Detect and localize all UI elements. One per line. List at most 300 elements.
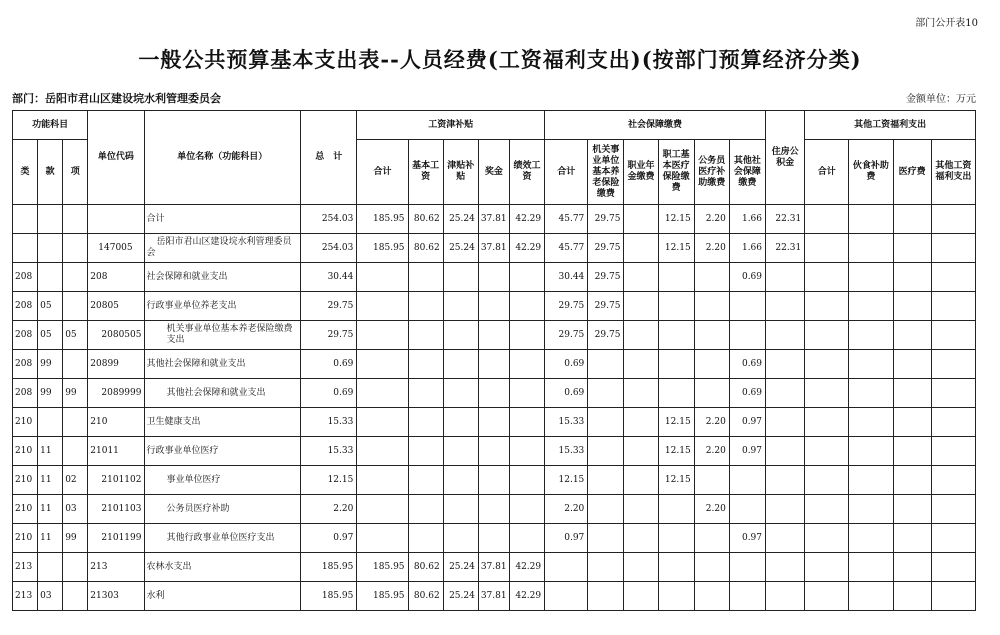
lei-cell: 208 — [13, 350, 38, 379]
other-medical-cell — [893, 495, 931, 524]
other-total-cell — [805, 582, 849, 611]
header-lei: 类 — [13, 140, 38, 205]
other-medical-cell — [893, 408, 931, 437]
header-wage-total: 合计 — [357, 140, 408, 205]
social-pension-cell: 29.75 — [588, 321, 624, 350]
other-food-cell — [849, 553, 893, 582]
wage-allowance-cell: 25.24 — [443, 205, 478, 234]
social-pension-cell: 29.75 — [588, 263, 624, 292]
total-cell: 185.95 — [301, 582, 357, 611]
social-total-cell: 0.69 — [545, 350, 588, 379]
social-medical-cell: 12.15 — [658, 205, 694, 234]
table-row — [13, 321, 976, 350]
other-welfare-cell — [931, 582, 975, 611]
housing-cell — [766, 524, 805, 553]
table-row — [13, 350, 976, 379]
total-cell: 254.03 — [301, 205, 357, 234]
housing-cell: 22.31 — [766, 205, 805, 234]
total-cell: 254.03 — [301, 234, 357, 263]
unit-code-cell: 20805 — [88, 292, 144, 321]
wage-bonus-cell: 37.81 — [478, 205, 509, 234]
social-pension-cell — [588, 466, 624, 495]
unit-name-cell: 岳阳市君山区建设垸水利管理委员会 — [144, 234, 301, 263]
table-row — [13, 292, 976, 321]
social-total-cell: 29.75 — [545, 321, 588, 350]
kuan-cell — [38, 205, 63, 234]
lei-cell: 213 — [13, 553, 38, 582]
kuan-cell: 03 — [38, 582, 63, 611]
other-food-cell — [849, 437, 893, 466]
table-row — [13, 437, 976, 466]
social-total-cell — [545, 553, 588, 582]
unit-code-cell — [88, 205, 144, 234]
social-medical-cell: 12.15 — [658, 234, 694, 263]
social-medical-cell — [658, 582, 694, 611]
social-total-cell: 30.44 — [545, 263, 588, 292]
total-cell: 15.33 — [301, 408, 357, 437]
social-other-cell — [729, 466, 765, 495]
wage-performance-cell — [509, 350, 544, 379]
social-medical-cell — [658, 524, 694, 553]
header-func-subject: 功能科目 — [13, 111, 88, 140]
wage-bonus-cell: 37.81 — [478, 553, 509, 582]
wage-total-cell — [357, 524, 408, 553]
header-xiang: 项 — [63, 140, 88, 205]
unit-code-cell: 2089999 — [88, 379, 144, 408]
social-medical-cell: 12.15 — [658, 408, 694, 437]
social-pension-cell — [588, 350, 624, 379]
lei-cell: 210 — [13, 495, 38, 524]
housing-cell — [766, 437, 805, 466]
social-civil-medical-cell — [694, 321, 729, 350]
total-cell: 15.33 — [301, 437, 357, 466]
social-total-cell: 2.20 — [545, 495, 588, 524]
social-other-cell: 1.66 — [729, 205, 765, 234]
wage-basic-cell: 80.62 — [408, 205, 443, 234]
wage-basic-cell — [408, 263, 443, 292]
wage-total-cell — [357, 321, 408, 350]
other-food-cell — [849, 263, 893, 292]
other-welfare-cell — [931, 263, 975, 292]
table-row — [13, 263, 976, 292]
header-housing: 住房公积金 — [766, 111, 805, 205]
total-cell: 0.69 — [301, 350, 357, 379]
unit-name-cell: 事业单位医疗 — [144, 466, 301, 495]
wage-performance-cell: 42.29 — [509, 553, 544, 582]
wage-basic-cell — [408, 350, 443, 379]
department-label: 部门：岳阳市君山区建设垸水利管理委员会 — [12, 92, 221, 105]
other-total-cell — [805, 466, 849, 495]
social-annuity-cell — [624, 466, 658, 495]
xiang-cell: 99 — [63, 379, 88, 408]
total-cell: 0.97 — [301, 524, 357, 553]
social-pension-cell — [588, 495, 624, 524]
header-social-medical: 职工基本医疗保险缴费 — [658, 140, 694, 205]
housing-cell — [766, 350, 805, 379]
wage-total-cell — [357, 379, 408, 408]
social-pension-cell — [588, 408, 624, 437]
wage-allowance-cell — [443, 437, 478, 466]
wage-performance-cell — [509, 321, 544, 350]
wage-allowance-cell — [443, 263, 478, 292]
wage-performance-cell — [509, 263, 544, 292]
social-medical-cell — [658, 292, 694, 321]
housing-cell — [766, 495, 805, 524]
other-total-cell — [805, 379, 849, 408]
kuan-cell: 05 — [38, 292, 63, 321]
social-total-cell: 15.33 — [545, 437, 588, 466]
kuan-cell — [38, 263, 63, 292]
wage-total-cell — [357, 292, 408, 321]
wage-basic-cell: 80.62 — [408, 582, 443, 611]
xiang-cell: 99 — [63, 524, 88, 553]
wage-allowance-cell — [443, 466, 478, 495]
wage-basic-cell — [408, 379, 443, 408]
wage-performance-cell: 42.29 — [509, 234, 544, 263]
other-welfare-cell — [931, 350, 975, 379]
social-other-cell — [729, 553, 765, 582]
housing-cell — [766, 582, 805, 611]
wage-allowance-cell — [443, 408, 478, 437]
table-row — [13, 524, 976, 553]
table-body — [13, 205, 976, 611]
other-welfare-cell — [931, 292, 975, 321]
social-pension-cell — [588, 524, 624, 553]
table-row — [13, 408, 976, 437]
social-total-cell: 29.75 — [545, 292, 588, 321]
social-medical-cell — [658, 321, 694, 350]
unit-name-cell: 社会保障和就业支出 — [144, 263, 301, 292]
wage-performance-cell — [509, 379, 544, 408]
wage-total-cell: 185.95 — [357, 234, 408, 263]
wage-allowance-cell: 25.24 — [443, 553, 478, 582]
other-welfare-cell — [931, 437, 975, 466]
social-other-cell — [729, 582, 765, 611]
unit-code-cell: 147005 — [88, 234, 144, 263]
header-wage-bonus: 奖金 — [478, 140, 509, 205]
budget-table — [12, 110, 976, 611]
unit-code-cell: 2080505 — [88, 321, 144, 350]
unit-code-cell: 2101199 — [88, 524, 144, 553]
social-total-cell: 12.15 — [545, 466, 588, 495]
wage-bonus-cell — [478, 263, 509, 292]
wage-bonus-cell — [478, 524, 509, 553]
social-pension-cell: 29.75 — [588, 292, 624, 321]
other-food-cell — [849, 205, 893, 234]
wage-basic-cell — [408, 524, 443, 553]
social-total-cell — [545, 582, 588, 611]
wage-basic-cell — [408, 466, 443, 495]
form-number: 部门公开表10 — [915, 18, 978, 29]
social-civil-medical-cell — [694, 263, 729, 292]
unit-name-cell: 卫生健康支出 — [144, 408, 301, 437]
unit-name-cell: 其他行政事业单位医疗支出 — [144, 524, 301, 553]
kuan-cell: 11 — [38, 524, 63, 553]
other-medical-cell — [893, 582, 931, 611]
lei-cell: 208 — [13, 321, 38, 350]
total-cell: 185.95 — [301, 553, 357, 582]
other-total-cell — [805, 205, 849, 234]
wage-performance-cell — [509, 495, 544, 524]
other-medical-cell — [893, 321, 931, 350]
header-social-total: 合计 — [545, 140, 588, 205]
wage-allowance-cell: 25.24 — [443, 234, 478, 263]
table-row — [13, 495, 976, 524]
other-food-cell — [849, 234, 893, 263]
unit-code-cell: 21303 — [88, 582, 144, 611]
wage-total-cell: 185.95 — [357, 553, 408, 582]
social-civil-medical-cell: 2.20 — [694, 495, 729, 524]
other-total-cell — [805, 437, 849, 466]
social-medical-cell — [658, 553, 694, 582]
wage-performance-cell — [509, 437, 544, 466]
social-other-cell — [729, 292, 765, 321]
header-other-welfare: 其他工资福利支出 — [931, 140, 975, 205]
header-other-medical: 医疗费 — [893, 140, 931, 205]
lei-cell: 208 — [13, 263, 38, 292]
header-unit-name: 单位名称（功能科目） — [144, 111, 301, 205]
wage-total-cell: 185.95 — [357, 205, 408, 234]
other-medical-cell — [893, 350, 931, 379]
housing-cell — [766, 263, 805, 292]
wage-performance-cell — [509, 466, 544, 495]
page-title: 一般公共预算基本支出表--人员经费(工资福利支出)(按部门预算经济分类) — [138, 47, 862, 72]
table-row — [13, 379, 976, 408]
other-welfare-cell — [931, 234, 975, 263]
social-other-cell: 0.69 — [729, 263, 765, 292]
housing-cell — [766, 379, 805, 408]
kuan-cell — [38, 553, 63, 582]
housing-cell — [766, 408, 805, 437]
wage-basic-cell — [408, 292, 443, 321]
total-cell: 29.75 — [301, 292, 357, 321]
wage-bonus-cell — [478, 379, 509, 408]
social-total-cell: 0.97 — [545, 524, 588, 553]
unit-name-cell: 公务员医疗补助 — [144, 495, 301, 524]
other-total-cell — [805, 263, 849, 292]
xiang-cell — [63, 205, 88, 234]
header-wage-group: 工资津补贴 — [357, 111, 545, 140]
social-annuity-cell — [624, 553, 658, 582]
social-annuity-cell — [624, 524, 658, 553]
social-annuity-cell — [624, 437, 658, 466]
lei-cell: 210 — [13, 408, 38, 437]
wage-total-cell — [357, 408, 408, 437]
social-civil-medical-cell — [694, 292, 729, 321]
social-annuity-cell — [624, 205, 658, 234]
wage-total-cell — [357, 437, 408, 466]
wage-basic-cell: 80.62 — [408, 234, 443, 263]
wage-bonus-cell: 37.81 — [478, 234, 509, 263]
other-total-cell — [805, 292, 849, 321]
kuan-cell: 11 — [38, 495, 63, 524]
header-wage-allowance: 津贴补贴 — [443, 140, 478, 205]
social-pension-cell: 29.75 — [588, 205, 624, 234]
table-row — [13, 582, 976, 611]
kuan-cell — [38, 408, 63, 437]
other-medical-cell — [893, 379, 931, 408]
social-civil-medical-cell — [694, 582, 729, 611]
wage-total-cell — [357, 263, 408, 292]
wage-performance-cell — [509, 524, 544, 553]
housing-cell: 22.31 — [766, 234, 805, 263]
unit-code-cell: 2101102 — [88, 466, 144, 495]
header-other-group: 其他工资福利支出 — [805, 111, 976, 140]
social-annuity-cell — [624, 321, 658, 350]
unit-name-cell: 其他社会保障和就业支出 — [144, 379, 301, 408]
wage-bonus-cell — [478, 350, 509, 379]
header-kuan: 款 — [38, 140, 63, 205]
lei-cell: 210 — [13, 524, 38, 553]
other-medical-cell — [893, 553, 931, 582]
housing-cell — [766, 292, 805, 321]
other-food-cell — [849, 292, 893, 321]
unit-label: 金额单位：万元 — [906, 94, 976, 105]
housing-cell — [766, 466, 805, 495]
social-total-cell: 0.69 — [545, 379, 588, 408]
header-other-food: 伙食补助费 — [849, 140, 893, 205]
social-annuity-cell — [624, 350, 658, 379]
social-other-cell — [729, 495, 765, 524]
social-pension-cell — [588, 582, 624, 611]
social-other-cell: 0.69 — [729, 379, 765, 408]
header-social-civil-medical: 公务员医疗补助缴费 — [694, 140, 729, 205]
wage-basic-cell — [408, 408, 443, 437]
social-annuity-cell — [624, 263, 658, 292]
social-other-cell: 1.66 — [729, 234, 765, 263]
social-annuity-cell — [624, 234, 658, 263]
other-medical-cell — [893, 205, 931, 234]
other-food-cell — [849, 350, 893, 379]
social-medical-cell: 12.15 — [658, 437, 694, 466]
other-food-cell — [849, 582, 893, 611]
social-other-cell: 0.97 — [729, 408, 765, 437]
social-civil-medical-cell — [694, 466, 729, 495]
wage-allowance-cell — [443, 350, 478, 379]
xiang-cell — [63, 292, 88, 321]
unit-name-cell: 行政事业单位养老支出 — [144, 292, 301, 321]
social-medical-cell — [658, 263, 694, 292]
table-row — [13, 466, 976, 495]
wage-performance-cell — [509, 292, 544, 321]
table-row — [13, 205, 976, 234]
header-social-group: 社会保障缴费 — [545, 111, 766, 140]
unit-name-cell: 合计 — [144, 205, 301, 234]
total-cell: 12.15 — [301, 466, 357, 495]
social-pension-cell — [588, 553, 624, 582]
other-total-cell — [805, 495, 849, 524]
other-food-cell — [849, 524, 893, 553]
wage-performance-cell — [509, 408, 544, 437]
wage-allowance-cell: 25.24 — [443, 582, 478, 611]
wage-basic-cell — [408, 495, 443, 524]
wage-total-cell: 185.95 — [357, 582, 408, 611]
social-other-cell: 0.97 — [729, 524, 765, 553]
social-annuity-cell — [624, 379, 658, 408]
unit-name-cell: 机关事业单位基本养老保险缴费支出 — [144, 321, 301, 350]
social-pension-cell — [588, 437, 624, 466]
other-food-cell — [849, 321, 893, 350]
wage-performance-cell: 42.29 — [509, 205, 544, 234]
other-medical-cell — [893, 292, 931, 321]
wage-basic-cell — [408, 321, 443, 350]
xiang-cell: 02 — [63, 466, 88, 495]
xiang-cell — [63, 350, 88, 379]
social-civil-medical-cell — [694, 524, 729, 553]
wage-total-cell — [357, 350, 408, 379]
wage-bonus-cell — [478, 408, 509, 437]
social-annuity-cell — [624, 408, 658, 437]
other-welfare-cell — [931, 408, 975, 437]
header-total: 总 计 — [301, 111, 357, 205]
other-medical-cell — [893, 466, 931, 495]
unit-code-cell: 208 — [88, 263, 144, 292]
other-welfare-cell — [931, 205, 975, 234]
other-total-cell — [805, 234, 849, 263]
wage-basic-cell — [408, 437, 443, 466]
wage-basic-cell: 80.62 — [408, 553, 443, 582]
social-civil-medical-cell — [694, 350, 729, 379]
wage-performance-cell: 42.29 — [509, 582, 544, 611]
other-total-cell — [805, 524, 849, 553]
xiang-cell: 03 — [63, 495, 88, 524]
wage-allowance-cell — [443, 524, 478, 553]
other-welfare-cell — [931, 466, 975, 495]
social-pension-cell: 29.75 — [588, 234, 624, 263]
header-social-pension: 机关事业单位基本养老保险缴费 — [588, 140, 624, 205]
wage-bonus-cell: 37.81 — [478, 582, 509, 611]
other-medical-cell — [893, 524, 931, 553]
kuan-cell: 05 — [38, 321, 63, 350]
wage-bonus-cell — [478, 495, 509, 524]
kuan-cell — [38, 234, 63, 263]
total-cell: 29.75 — [301, 321, 357, 350]
other-medical-cell — [893, 263, 931, 292]
total-cell: 30.44 — [301, 263, 357, 292]
social-civil-medical-cell — [694, 553, 729, 582]
xiang-cell — [63, 553, 88, 582]
other-welfare-cell — [931, 524, 975, 553]
other-welfare-cell — [931, 379, 975, 408]
kuan-cell: 99 — [38, 379, 63, 408]
header-social-annuity: 职业年金缴费 — [624, 140, 658, 205]
social-medical-cell — [658, 350, 694, 379]
unit-code-cell: 213 — [88, 553, 144, 582]
social-civil-medical-cell — [694, 379, 729, 408]
unit-name-cell: 其他社会保障和就业支出 — [144, 350, 301, 379]
unit-code-cell: 210 — [88, 408, 144, 437]
housing-cell — [766, 553, 805, 582]
total-cell: 0.69 — [301, 379, 357, 408]
xiang-cell — [63, 582, 88, 611]
social-other-cell: 0.97 — [729, 437, 765, 466]
kuan-cell: 11 — [38, 466, 63, 495]
lei-cell — [13, 234, 38, 263]
wage-bonus-cell — [478, 437, 509, 466]
unit-name-cell: 水利 — [144, 582, 301, 611]
other-welfare-cell — [931, 321, 975, 350]
social-civil-medical-cell: 2.20 — [694, 234, 729, 263]
social-other-cell: 0.69 — [729, 350, 765, 379]
unit-name-cell: 农林水支出 — [144, 553, 301, 582]
header-other-total: 合计 — [805, 140, 849, 205]
social-annuity-cell — [624, 292, 658, 321]
other-medical-cell — [893, 437, 931, 466]
lei-cell: 213 — [13, 582, 38, 611]
wage-bonus-cell — [478, 466, 509, 495]
header-wage-basic: 基本工资 — [408, 140, 443, 205]
other-medical-cell — [893, 234, 931, 263]
